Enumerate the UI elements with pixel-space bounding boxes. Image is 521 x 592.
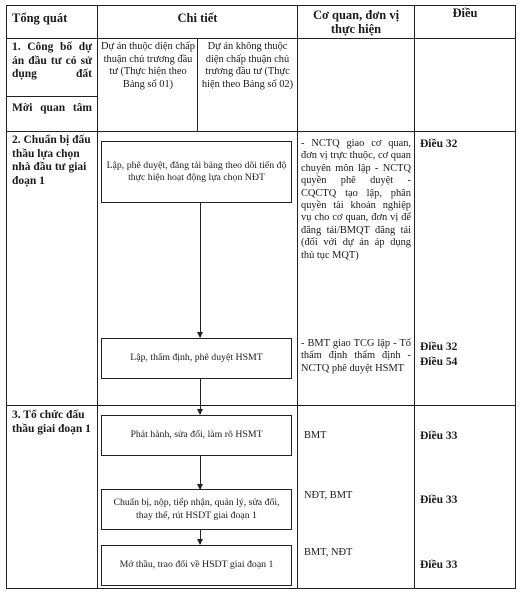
row2-article-hsmt-a: Điều 32 xyxy=(420,341,458,353)
row3-article-hsdt: Điều 33 xyxy=(420,494,458,506)
flow-arrow xyxy=(200,379,201,414)
stage-3-title: 3. Tổ chức đấu thầu giai đoạn 1 xyxy=(12,409,91,435)
col-divider-3 xyxy=(414,5,415,589)
table-border-bottom xyxy=(6,588,516,589)
step-hsdt-box: Chuẩn bị, nộp, tiếp nhận, quản lý, sửa đổi, thay thế, rút HSDT giai đoạn 1 xyxy=(101,489,292,530)
header-details: Chi tiết xyxy=(177,11,218,25)
step-issue-hsmt-box: Phát hành, sửa đổi, làm rõ HSMT xyxy=(101,415,292,456)
row3-agency-opening: BMT, NĐT xyxy=(304,547,353,558)
option-non-approved-project: Dự án không thuộc diện chấp thuận chủ trương đầu tư (Thực hiện theo Bảng số 02) xyxy=(201,41,294,90)
row1-divider xyxy=(6,131,516,132)
step-bid-opening-box: Mở thầu, trao đổi về HSDT giai đoạn 1 xyxy=(101,545,292,586)
row2-agency-hsmt: - BMT giao TCG lập - Tổ thẩm định thẩm định - NCTQ phê duyệt HSMT xyxy=(301,338,411,374)
flow-arrow xyxy=(200,456,201,489)
header-agency: Cơ quan, đơn vị thực hiện xyxy=(312,8,400,36)
option-approved-project: Dự án thuộc diện chấp thuận chủ trương đầu tư (Thực hiện theo Bảng số 01) xyxy=(101,41,195,90)
step-tracking-table-box: Lập, phê duyệt, đăng tải bảng theo dõi tiến độ thực hiện hoạt động lựa chọn NĐT xyxy=(101,141,292,203)
row2-agency-tracking: - NCTQ giao cơ quan, đơn vị trực thuộc, cơ quan chuyên môn lập - NCTQ quyền phê duyệt - CQCTQ tạo lập, phân quyền tài khoản nghiệp vụ cho cơ quan, đơn vị để đăng tải/BMQT đăng tải (đối với dự án áp dụng thủ tục MQT) xyxy=(301,138,411,261)
row3-agency-issue: BMT xyxy=(304,430,327,441)
header-article: Điều xyxy=(452,6,478,20)
header-overview: Tổng quát xyxy=(12,11,68,25)
table-border-right xyxy=(515,5,516,589)
stage-1-invite-interest: Mời quan tâm xyxy=(12,102,92,114)
stage-1-title: 1. Công bố dự án đầu tư có sử dụng đất xyxy=(12,41,92,80)
table-border-left xyxy=(6,5,7,589)
row2-divider xyxy=(6,405,516,406)
row3-article-opening: Điều 33 xyxy=(420,559,458,571)
row1-split-divider xyxy=(197,38,198,131)
header-divider xyxy=(6,38,516,39)
stage-1-sub-divider xyxy=(6,96,97,97)
stage-2-title: 2. Chuẩn bị đấu thầu lựa chọn nhà đầu tư giai đoạn 1 xyxy=(12,134,91,187)
flow-arrow xyxy=(200,530,201,544)
col-divider-2 xyxy=(297,5,298,589)
row2-article-hsmt-b: Điều 54 xyxy=(420,356,458,368)
row3-agency-hsdt: NĐT, BMT xyxy=(304,490,353,501)
flow-arrow xyxy=(200,203,201,337)
col-divider-1 xyxy=(97,5,98,589)
row2-article-tracking: Điều 32 xyxy=(420,138,458,150)
step-hsmt-box: Lập, thẩm định, phê duyệt HSMT xyxy=(101,338,292,379)
row3-article-issue: Điều 33 xyxy=(420,430,458,442)
